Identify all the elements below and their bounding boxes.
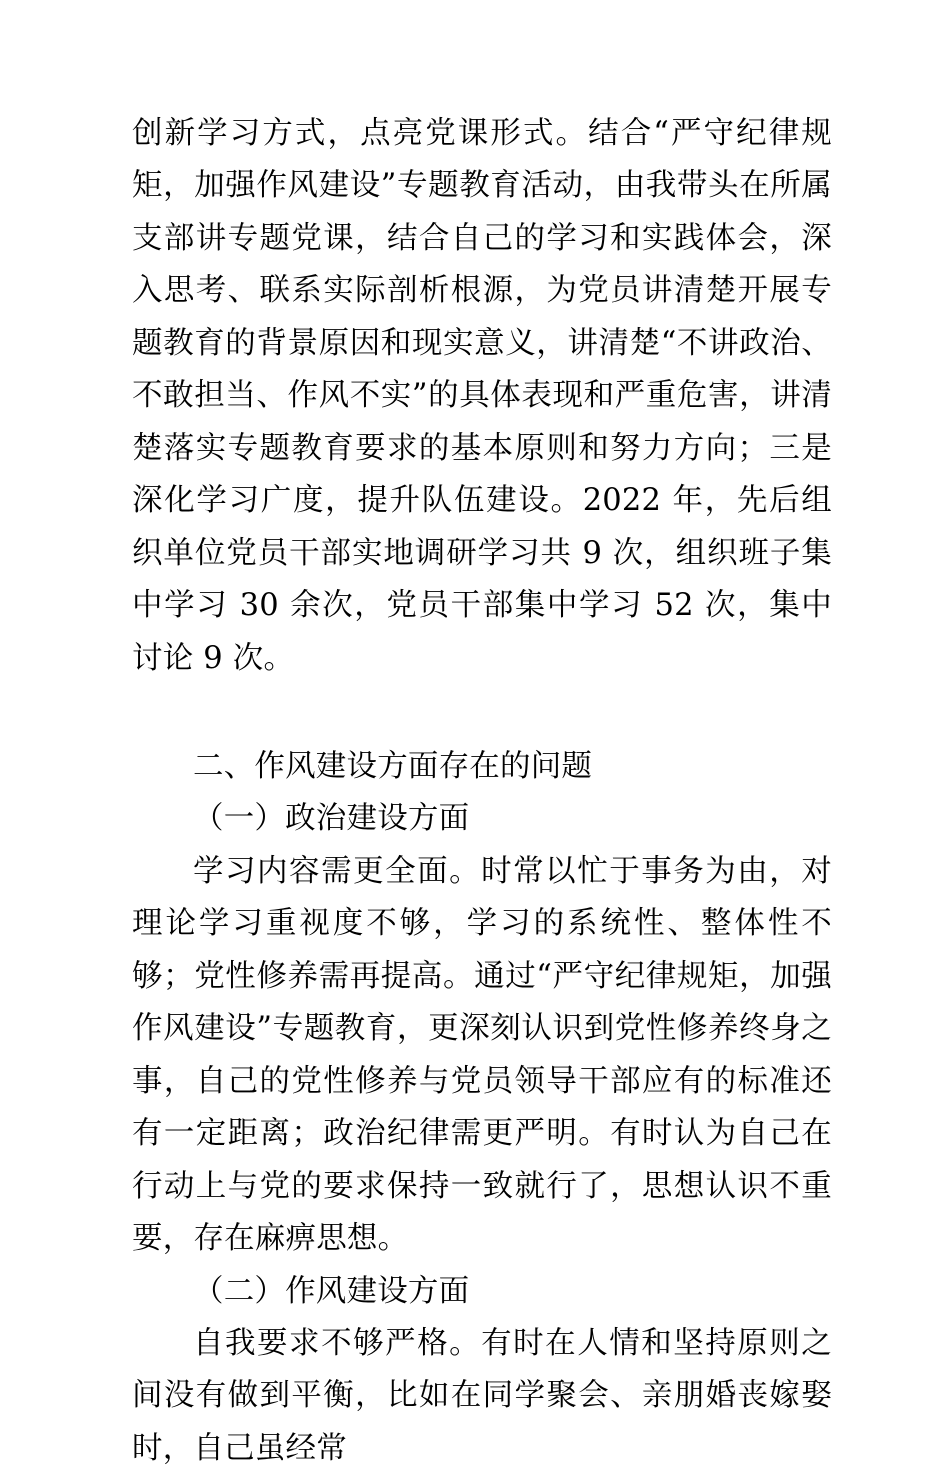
- paragraph-work-style-body: 自我要求不够严格。有时在人情和坚持原则之间没有做到平衡，比如在同学聚会、亲朋婚丧嫁娶时，自己虽经常: [132, 1325, 832, 1466]
- paragraph-continued-study-methods: 创新学习方式，点亮党课形式。结合“严守纪律规矩，加强作风建设”专题教育活动，由我带头在所属支部讲专题党课，结合自己的学习和实践体会，深入思考、联系实际剖析根源，为党员讲清楚开展专题教育的背景原因和现实意义，讲清楚“不讲政治、不敢担当、作风不实”的具体表现和严重危害，讲清楚落实专题教育要求的基本原则和努力方向；三是深化学习广度，提升队伍建设。2022 年，先后组织单位党员干部实地调研学习共 9 次，组织班子集中学习 30 余次，党员干部集中学习 52 次，集中讨论 9 次。: [132, 116, 832, 676]
- paragraph-political-construction-body: 学习内容需更全面。时常以忙于事务为由，对理论学习重视度不够，学习的系统性、整体性不够；党性修养需再提高。通过“严守纪律规矩，加强作风建设”专题教育，更深刻认识到党性修养终身之事，自己的党性修养与党员领导干部应有的标准还有一定距离；政治纪律需更严明。有时认为自己在行动上与党的要求保持一致就行了，思想认识不重要，存在麻痹思想。: [132, 853, 832, 1257]
- heading-section-two: 二、作风建设方面存在的问题: [193, 748, 593, 784]
- document-body: [132, 108, 832, 1475]
- subheading-work-style-construction: （二）作风建设方面: [193, 1273, 470, 1309]
- section-spacer: [132, 685, 832, 741]
- subheading-political-construction: （一）政治建设方面: [193, 801, 470, 837]
